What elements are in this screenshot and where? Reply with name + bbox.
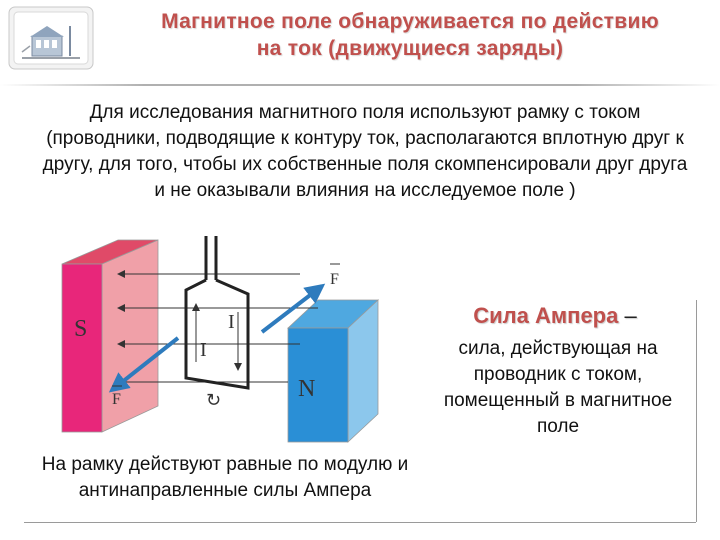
current-label-right: I — [228, 311, 235, 333]
magnet-north — [288, 300, 378, 442]
rotation-icon: ↻ — [206, 390, 222, 411]
ampere-force-heading — [430, 302, 680, 330]
title-line-1: Магнитное поле обнаруживается по действию — [161, 10, 659, 33]
title-divider — [0, 84, 720, 86]
school-logo-icon — [8, 6, 94, 70]
current-loop-figure — [0, 236, 440, 476]
slide-header — [0, 0, 720, 80]
frame-right-border — [696, 300, 697, 522]
current-frame — [186, 236, 248, 388]
bottom-note: На рамку действуют равные по модулю и антинаправленные силы Ампера — [41, 454, 409, 501]
pole-label-n: N — [298, 376, 316, 402]
frame-bottom-border — [24, 522, 696, 523]
magnet-south-front — [62, 264, 102, 432]
page-title — [110, 8, 710, 62]
title-line-2: на ток (движущиеся заряды) — [256, 37, 564, 60]
force-label-top: F — [330, 271, 339, 288]
pole-label-s: S — [74, 316, 88, 342]
force-label-bottom: F — [112, 391, 121, 408]
intro-paragraph-2: (проводники, подводящие к контуру ток, располагаются вплотную друг к другу, для того, чтобы их собственные поля скомпенсировали друг друга и не оказывали влияния на исследуемое поле ) — [42, 128, 688, 201]
intro-text — [40, 100, 690, 204]
ampere-dash: – — [618, 303, 637, 328]
magnet-north-front — [288, 328, 348, 442]
intro-paragraph-1: Для исследования магнитного поля используют рамку с током — [89, 102, 641, 123]
ampere-term: Сила Ампера — [473, 303, 619, 328]
magnet-south — [62, 240, 158, 432]
magnet-south-side — [102, 240, 158, 432]
ampere-force-definition: сила, действующая на проводник с током, помещенный в магнитное поле — [443, 338, 673, 437]
current-label-left: I — [200, 339, 207, 361]
